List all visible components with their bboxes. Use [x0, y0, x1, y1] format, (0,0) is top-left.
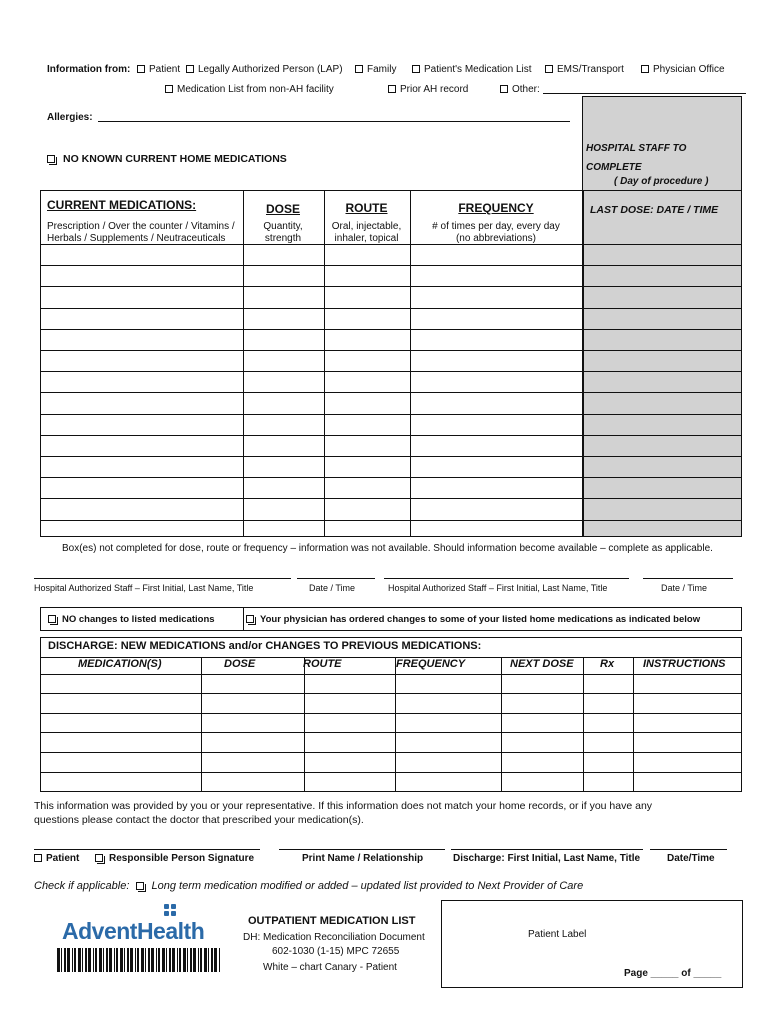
current-meds-sub1: Prescription / Over the counter / Vitamins / — [47, 221, 235, 232]
long-term-text: Long term medication modified or added – updated list provided to Next Provider of Care — [151, 880, 584, 892]
route-sub1: Oral, injectable, — [331, 221, 402, 232]
staff-date-label-left: Date / Time — [309, 583, 356, 593]
discharge-col-next-dose: NEXT DOSE — [510, 658, 574, 670]
discharge-date-line[interactable] — [650, 849, 727, 850]
info-from-label: Information from: — [47, 64, 131, 75]
discharge-row-line — [41, 772, 741, 773]
no-changes-checkbox[interactable]: NO changes to listed medications — [48, 614, 215, 625]
info-provided-line2: questions please contact the doctor that prescribed your medication(s). — [34, 814, 364, 826]
checkbox-icon — [355, 65, 363, 73]
med-row-line — [41, 477, 741, 478]
med-row-line — [41, 329, 741, 330]
barcode-icon — [57, 948, 223, 972]
current-medications-table — [40, 190, 742, 537]
discharge-date-label: Date/Time — [667, 853, 715, 864]
med-row-line — [41, 308, 741, 309]
staff-date-label-right: Date / Time — [661, 583, 708, 593]
route-header: ROUTE — [345, 201, 388, 215]
last-dose-header: LAST DOSE: DATE / TIME — [590, 204, 719, 216]
checkbox-icon — [246, 615, 254, 623]
med-row-line — [41, 520, 741, 521]
frequency-header: FREQUENCY — [458, 201, 534, 215]
form-line3: White – chart Canary - Patient — [263, 962, 397, 973]
discharge-row-line — [41, 674, 741, 675]
hospital-staff-line2: COMPLETE — [586, 162, 642, 173]
med-row-line — [41, 392, 741, 393]
checkbox-icon — [641, 65, 649, 73]
med-row-line — [41, 435, 741, 436]
boxes-note: Box(es) not completed for dose, route or frequency – information was not available. Should information become available – complete as applicable. — [62, 543, 713, 554]
staff-date-line-right[interactable] — [643, 578, 733, 579]
discharge-title: DISCHARGE: NEW MEDICATIONS and/or CHANGES TO PREVIOUS MEDICATIONS: — [48, 640, 482, 652]
no-known-meds-checkbox[interactable]: NO KNOWN CURRENT HOME MEDICATIONS — [47, 153, 287, 165]
form-line2: 602-1030 (1-15) MPC 72655 — [272, 946, 400, 957]
checkbox-lap[interactable]: Legally Authorized Person (LAP) — [186, 64, 343, 75]
med-row-line — [41, 265, 741, 266]
frequency-sub1: # of times per day, every day — [432, 221, 560, 232]
advent-health-logo: AdventHealth — [62, 918, 205, 944]
staff-sig-label-left: Hospital Authorized Staff – First Initial, Last Name, Title — [34, 583, 254, 593]
discharge-col-route: ROUTE — [303, 658, 342, 670]
checkbox-prior-ah[interactable]: Prior AH record — [388, 84, 468, 95]
checkbox-patient[interactable]: Patient — [137, 64, 180, 75]
checkbox-icon — [48, 615, 56, 623]
hospital-staff-line1: HOSPITAL STAFF TO — [586, 143, 687, 154]
checkbox-non-ah-facility[interactable]: Medication List from non-AH facility — [165, 84, 334, 95]
changes-ordered-checkbox[interactable]: Your physician has ordered changes to some of your listed home medications as indicated below — [246, 614, 700, 625]
info-provided-line1: This information was provided by you or your representative. If this information does not match your home records, or if you have any — [34, 800, 653, 812]
hospital-staff-line3: ( Day of procedure ) — [614, 176, 709, 187]
discharge-row-line — [41, 713, 741, 714]
frequency-sub2: (no abbreviations) — [455, 233, 537, 244]
discharge-col-medication: MEDICATION(S) — [78, 658, 162, 670]
checkbox-ems[interactable]: EMS/Transport — [545, 64, 624, 75]
long-term-prefix: Check if applicable: — [34, 880, 130, 892]
checkbox-icon — [47, 155, 55, 163]
print-name-line[interactable] — [279, 849, 445, 850]
other-field[interactable] — [543, 93, 746, 94]
med-row-line — [41, 286, 741, 287]
form-line1: DH: Medication Reconciliation Document — [243, 932, 425, 943]
med-row-line — [41, 414, 741, 415]
allergies-field[interactable] — [98, 121, 570, 122]
patient-checkbox[interactable]: Patient — [34, 853, 79, 864]
dose-header: DOSE — [265, 202, 300, 216]
med-row-line — [41, 350, 741, 351]
staff-sig-line-right[interactable] — [384, 578, 629, 579]
discharge-col-rx: Rx — [600, 658, 615, 670]
discharge-sig-line[interactable] — [451, 849, 643, 850]
checkbox-patient-med-list[interactable]: Patient's Medication List — [412, 64, 532, 75]
discharge-row-line — [41, 693, 741, 694]
discharge-sig-label: Discharge: First Initial, Last Name, Title — [453, 853, 641, 864]
checkbox-family[interactable]: Family — [355, 64, 396, 75]
discharge-col-instructions: INSTRUCTIONS — [643, 658, 726, 670]
checkbox-icon — [388, 85, 396, 93]
dose-sub1: Quantity, — [263, 221, 303, 232]
checkbox-other[interactable]: Other: — [500, 84, 540, 95]
route-sub2: inhaler, topical — [334, 233, 399, 244]
long-term-checkbox[interactable] — [136, 882, 144, 890]
checkbox-icon — [545, 65, 553, 73]
discharge-col-dose: DOSE — [224, 658, 256, 670]
checkbox-icon — [412, 65, 420, 73]
form-title: OUTPATIENT MEDICATION LIST — [248, 915, 416, 927]
current-meds-sub2: Herbals / Supplements / Neutraceuticals — [47, 233, 226, 244]
staff-sig-line-left[interactable] — [34, 578, 291, 579]
patient-label-text: Patient Label — [528, 929, 587, 940]
discharge-col-frequency: FREQUENCY — [396, 658, 466, 670]
long-term-row — [34, 880, 583, 892]
checkbox-icon — [34, 854, 42, 862]
staff-sig-label-right: Hospital Authorized Staff – First Initial, Last Name, Title — [388, 583, 608, 593]
allergies-label: Allergies: — [47, 112, 93, 123]
patient-sig-line[interactable] — [34, 849, 260, 850]
med-row-line — [41, 498, 741, 499]
checkbox-icon — [186, 65, 194, 73]
checkbox-physician-office[interactable]: Physician Office — [641, 64, 725, 75]
staff-date-line-left[interactable] — [297, 578, 375, 579]
med-row-line — [41, 456, 741, 457]
current-meds-title: CURRENT MEDICATIONS: — [47, 198, 197, 212]
dose-sub2: strength — [264, 233, 302, 244]
checkbox-icon — [165, 85, 173, 93]
responsible-checkbox[interactable]: Responsible Person Signature — [95, 853, 254, 864]
discharge-row-line — [41, 732, 741, 733]
page-of: Page _____ of _____ — [624, 968, 722, 979]
checkbox-icon — [500, 85, 508, 93]
discharge-row-line — [41, 752, 741, 753]
print-name-label: Print Name / Relationship — [302, 853, 424, 864]
checkbox-icon — [95, 854, 103, 862]
checkbox-icon — [137, 65, 145, 73]
med-row-line — [41, 371, 741, 372]
